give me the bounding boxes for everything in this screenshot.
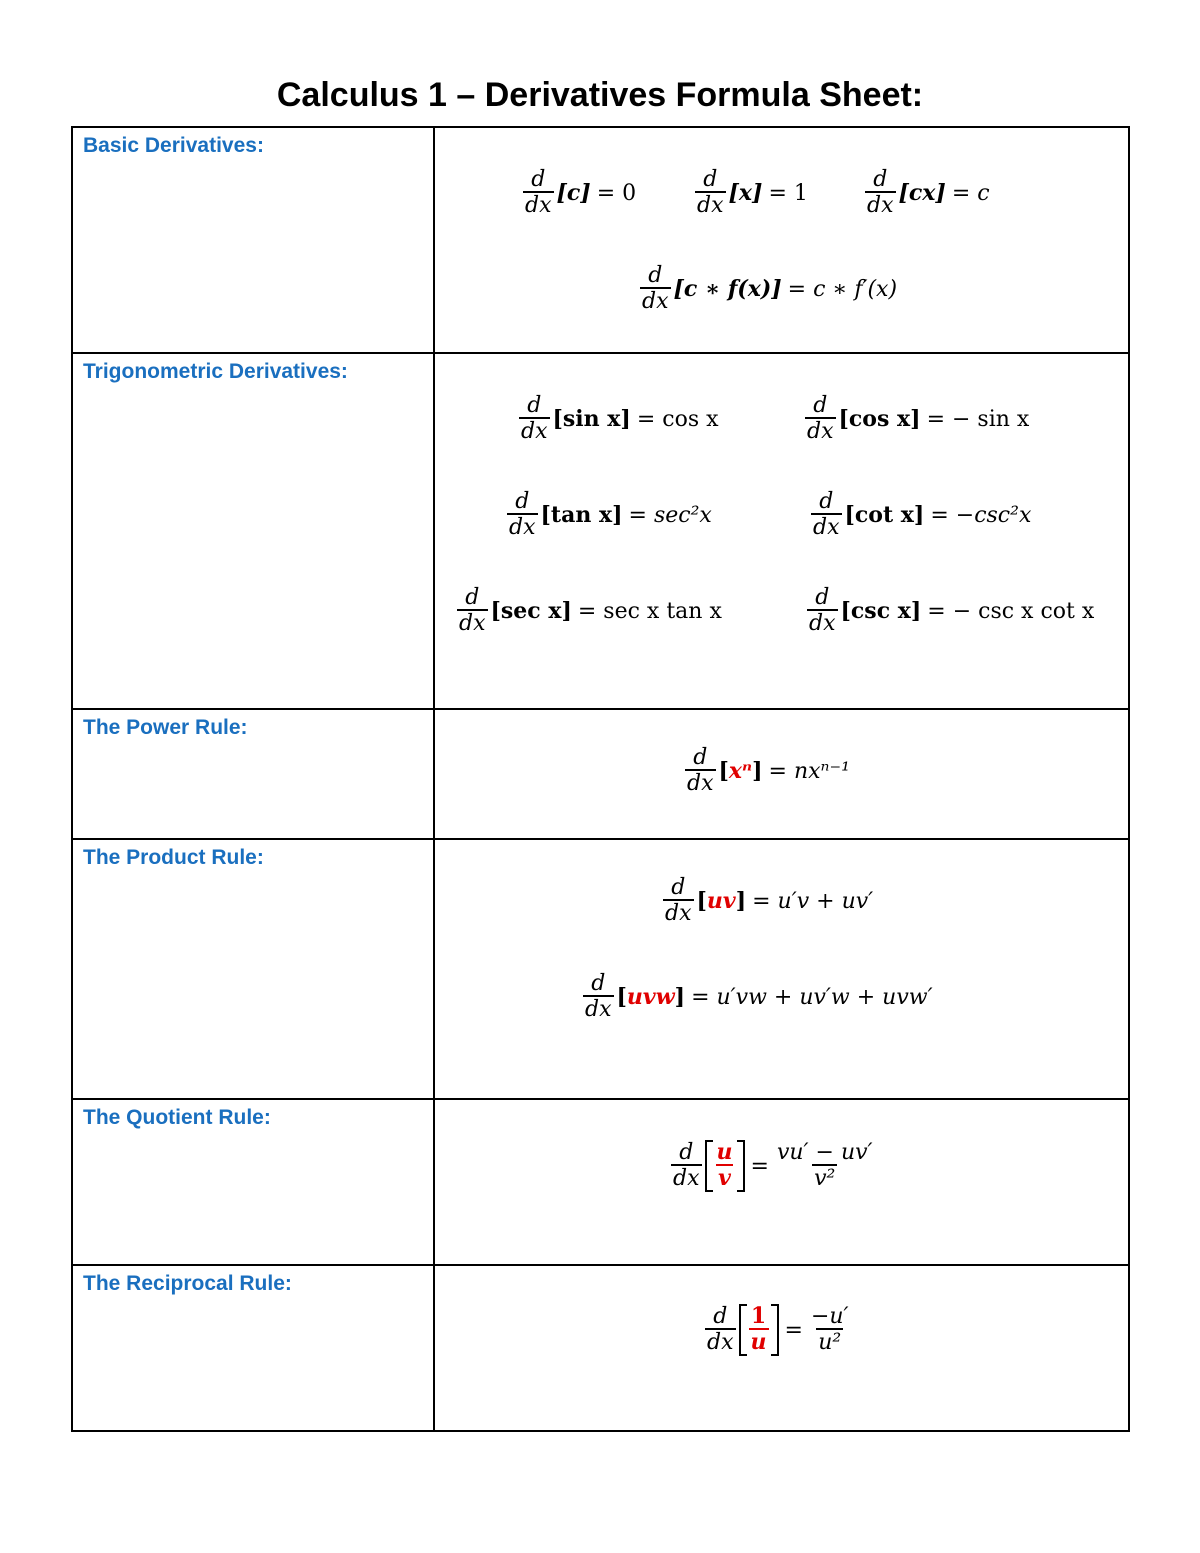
formula-part — [775, 1141, 875, 1191]
section-formulas-cell — [434, 353, 1129, 709]
formula — [663, 876, 873, 926]
formula-part: u — [750, 1328, 767, 1355]
formula-part: [ — [718, 758, 729, 785]
formula-part: d — [591, 971, 606, 996]
formula — [695, 168, 808, 218]
formula — [865, 168, 990, 218]
formula-part: = 1 — [768, 180, 808, 206]
formula — [519, 394, 719, 444]
formula-part: [cx] — [898, 180, 946, 207]
table-row — [72, 1099, 1129, 1265]
formula — [457, 586, 722, 636]
formula-part: = sec x tan x — [577, 598, 722, 624]
section-label-cell — [72, 839, 434, 1099]
formula-part: = nxⁿ⁻¹ — [768, 758, 850, 784]
formula-part: d — [815, 585, 830, 610]
formula-part: d — [515, 489, 530, 514]
formula-part: [cos x] — [838, 406, 921, 433]
formula-part: = — [784, 1317, 803, 1343]
section-formulas-cell — [434, 839, 1129, 1099]
formula-part: d — [713, 1303, 728, 1329]
formula-part: = c — [951, 180, 990, 206]
section-label-cell — [72, 709, 434, 839]
formula-part: d — [527, 393, 542, 418]
formula-part — [583, 972, 614, 1022]
formula-part: dx — [697, 193, 724, 219]
formula-part: d — [465, 585, 480, 610]
formula — [523, 168, 636, 218]
section-label-cell — [72, 1265, 434, 1431]
formula-part: dx — [642, 289, 669, 315]
formula-part — [671, 1141, 702, 1191]
formula-part: d — [679, 1139, 694, 1165]
formula-part — [865, 168, 896, 218]
formula-part — [640, 264, 671, 314]
formula-part: [c] — [556, 180, 591, 207]
section-formulas-cell — [434, 1099, 1129, 1265]
formula-part: [tan x] — [540, 502, 623, 529]
table-row — [72, 839, 1129, 1099]
formula-part: dx — [687, 771, 714, 797]
formula-part: ] — [752, 758, 763, 785]
formula-part: dx — [707, 1329, 734, 1355]
formula-part — [457, 586, 488, 636]
formula-part — [705, 1140, 713, 1192]
page-title: Calculus 1 – Derivatives Formula Sheet: — [276, 76, 924, 114]
formula-part: [ — [696, 888, 707, 915]
formula-part: d — [703, 167, 718, 192]
formula-part: dx — [867, 193, 894, 219]
formula — [705, 1304, 854, 1356]
formula-part: dx — [665, 901, 692, 927]
formula-part: = u′v + uv′ — [752, 888, 874, 914]
formula-part: = − csc x cot x — [927, 598, 1095, 624]
formula-part — [771, 1304, 779, 1356]
formula-part: [cot x] — [844, 502, 925, 529]
section-label: Trigonometric Derivatives: — [83, 360, 348, 383]
formula-part — [807, 586, 838, 636]
table-row — [72, 709, 1129, 839]
formula-part: dx — [813, 515, 840, 541]
formula-part — [519, 394, 550, 444]
formula-part: d — [648, 263, 663, 288]
formula-part: = c ∗ f′(x) — [787, 276, 898, 302]
formula-part: d — [531, 167, 546, 192]
formula-part: v² — [814, 1165, 836, 1191]
formula-part: ] — [674, 984, 686, 1011]
table-row — [72, 1265, 1129, 1431]
section-formulas-cell — [434, 1265, 1129, 1431]
formula-part — [705, 1305, 736, 1355]
formula-part: dx — [585, 997, 612, 1023]
formula-part — [715, 1138, 735, 1191]
formula — [807, 586, 1094, 636]
formula-part: [x] — [728, 180, 763, 207]
formula-part: = sec²x — [628, 502, 712, 528]
formula-part — [739, 1304, 779, 1356]
formula-part — [695, 168, 726, 218]
formula — [685, 746, 850, 796]
table-row — [72, 353, 1129, 709]
formula-part — [663, 876, 694, 926]
formula-part: uv — [706, 888, 736, 915]
formula-part: ] — [735, 888, 747, 915]
table-row — [72, 127, 1129, 353]
formula-part: = −csc²x — [930, 502, 1032, 528]
formula-part: d — [671, 875, 686, 900]
formula-part: = − sin x — [926, 406, 1030, 432]
formula-part — [737, 1140, 745, 1192]
formula — [805, 394, 1029, 444]
formula-part: = 0 — [596, 180, 637, 206]
formula — [640, 264, 897, 314]
formula-part: −u′ — [810, 1303, 849, 1329]
formula-part: dx — [525, 193, 552, 219]
formula-part — [749, 1302, 769, 1355]
formula-part: d — [693, 745, 708, 770]
formula-part: [csc x] — [840, 598, 922, 625]
formula-part — [523, 168, 554, 218]
formula-part: u² — [818, 1329, 842, 1355]
section-label: The Quotient Rule: — [83, 1106, 271, 1129]
formula-part: [sec x] — [490, 598, 572, 625]
formula-part: [ — [616, 984, 627, 1011]
formula-part: vu′ − uv′ — [776, 1139, 873, 1165]
formula-part — [507, 490, 538, 540]
formula-part: uvw — [626, 984, 675, 1011]
formula-part: = — [750, 1153, 769, 1179]
formula-part: dx — [509, 515, 536, 541]
formula-part: dx — [807, 419, 834, 445]
formula — [671, 1140, 878, 1192]
formula-part: dx — [809, 611, 836, 637]
section-label-cell — [72, 1099, 434, 1265]
section-formulas-cell — [434, 127, 1129, 353]
formula-table — [71, 126, 1130, 1432]
formula — [507, 490, 712, 540]
formula-part: = u′vw + uv′w + uvw′ — [691, 984, 933, 1010]
section-label-cell — [72, 353, 434, 709]
formula-part — [811, 490, 842, 540]
formula — [811, 490, 1031, 540]
formula-part — [809, 1305, 851, 1355]
section-label-cell — [72, 127, 434, 353]
section-label: The Product Rule: — [83, 846, 264, 869]
formula-part — [705, 1140, 745, 1192]
section-label: Basic Derivatives: — [83, 134, 264, 157]
formula-part: d — [819, 489, 834, 514]
formula-part: d — [813, 393, 828, 418]
formula-part: v — [718, 1164, 731, 1191]
section-label: The Power Rule: — [83, 716, 248, 739]
formula-part: u — [716, 1138, 733, 1165]
formula — [583, 972, 933, 1022]
formula-part: xⁿ — [728, 758, 753, 785]
formula-part: dx — [673, 1165, 700, 1191]
formula-part: d — [873, 167, 888, 192]
formula-part: 1 — [750, 1302, 767, 1329]
formula-part: [c ∗ f(x)] — [673, 276, 782, 303]
section-formulas-cell — [434, 709, 1129, 839]
formula-part: dx — [459, 611, 486, 637]
formula-part — [805, 394, 836, 444]
formula-part: dx — [521, 419, 548, 445]
formula-part: [sin x] — [552, 406, 631, 433]
section-label: The Reciprocal Rule: — [83, 1272, 292, 1295]
formula-part: = cos x — [636, 406, 719, 432]
formula-part — [685, 746, 716, 796]
formula-part — [739, 1304, 747, 1356]
